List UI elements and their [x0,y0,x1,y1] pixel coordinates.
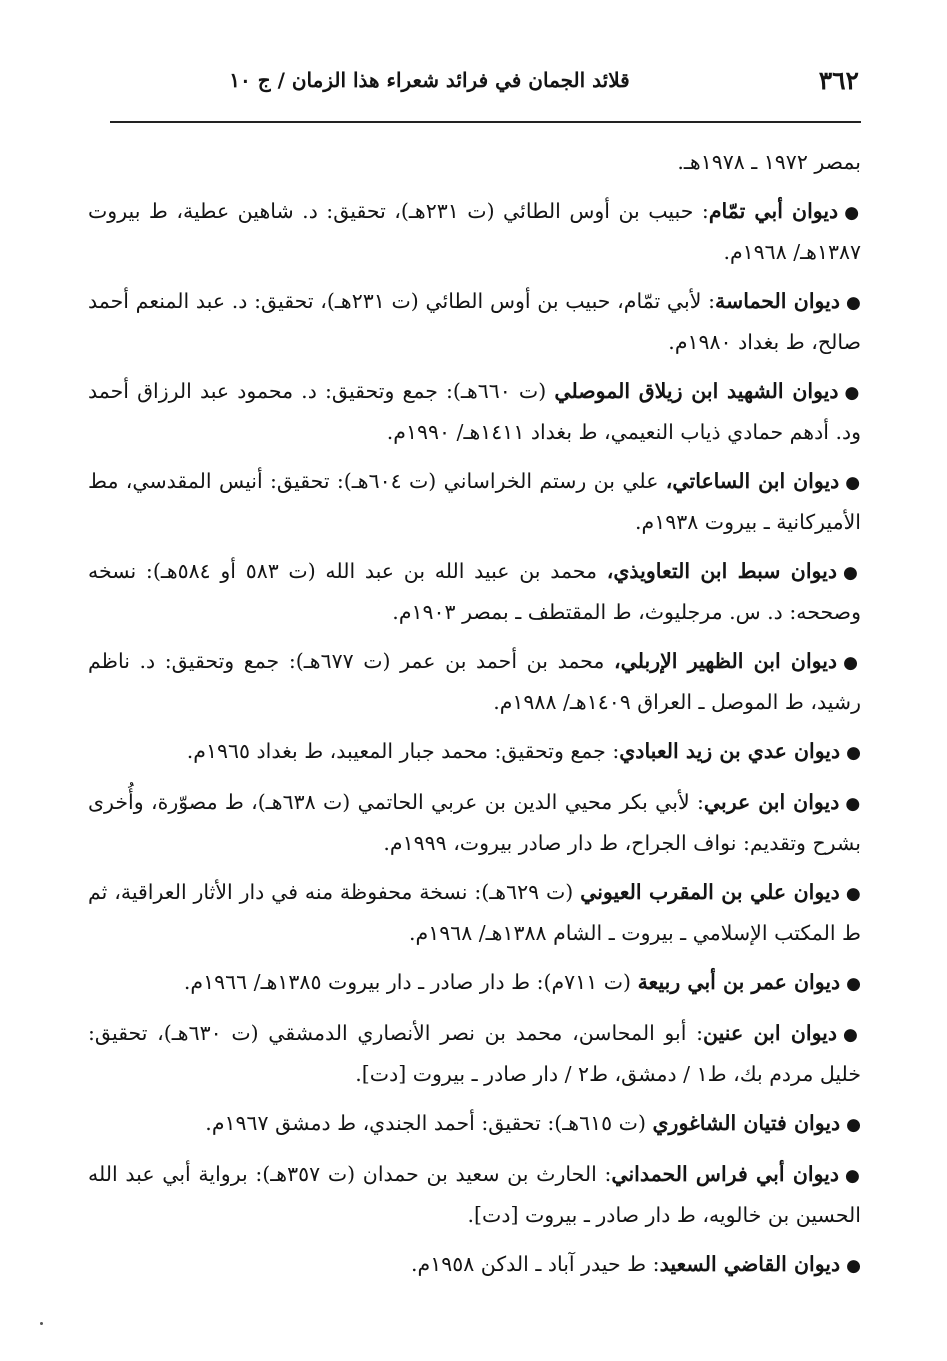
entry-title: ديوان فتيان الشاغوري [652,1111,841,1135]
entry-text: محمد بن عبيد الله بن عبد الله (ت ٥٨٣ أو ٥٨٤هـ): نسخه وصححه: د. س. مرجليوث، ط المقتطف ـ بمصر ١٩٠٣م. [88,559,861,624]
entry-text: : جمع وتحقيق: محمد جبار المعيبد، ط بغداد ١٩٦٥م. [186,739,620,763]
entry-text: علي بن رستم الخراساني (ت ٦٠٤هـ): تحقيق: أنيس المقدسي، مط الأميركانية ـ بيروت ١٩٣٨م. [88,469,861,534]
bibliography-entry [88,1104,861,1145]
bullet-icon: ● [845,794,861,814]
entry-text: محمد بن أحمد بن عمر (ت ٦٧٧هـ): جمع وتحقيق: د. ناظم رشيد، ط الموصل ـ العراق ١٤٠٩هـ/ ١٩٨٨م. [88,649,861,714]
bullet-icon: ● [845,473,861,493]
bibliography-entry [88,963,861,1004]
entry-title: ديوان أبي تمّام [708,199,839,223]
bullet-icon: ● [846,743,861,763]
entry-title: ديوان القاضي السعيد [659,1252,841,1276]
entry-title: ديوان علي بن المقرب العيوني [580,880,840,904]
bibliography-entry [88,372,861,452]
entry-title: ديوان الشهيد ابن زيلاق الموصلي [554,379,839,403]
entry-title: ديوان الحماسة [715,289,840,313]
bibliography-entry [88,462,861,542]
scan-speck [40,1322,43,1325]
continued-line: بمصر ١٩٧٢ ـ ١٩٧٨هـ. [677,150,861,174]
bullet-icon: ● [846,1256,861,1276]
entry-title: ديوان عمر بن أبي ربيعة [637,970,841,994]
running-title: قلائد الجمان في فرائد شعراء هذا الزمان / ج ١٠ [229,68,630,92]
entry-title: ديوان ابن عنين [703,1021,837,1045]
bibliography-entry [88,783,861,863]
bullet-icon: ● [843,1025,861,1045]
entry-text: (ت ٦١٥هـ): تحقيق: أحمد الجندي، ط دمشق ١٩٦٧م. [205,1111,653,1135]
entry-title: ديوان ابن عربي [703,790,840,814]
entry-text: (ت ٦٢٩هـ): نسخة محفوظة منه في دار الأثار العراقية، ثم ط المكتب الإسلامي ـ بيروت ـ الشام ١٣٨٨هـ/ ١٩٦٨م. [88,880,861,945]
bibliography-entry [88,192,861,272]
bullet-icon: ● [846,974,861,994]
bibliography-entry [88,1155,861,1235]
bibliography-entry [88,552,861,632]
bullet-icon: ● [845,1166,862,1186]
entry-text: : الحارث بن سعيد بن حمدان (ت ٣٥٧هـ): برواية أبي عبد الله الحسين بن خالويه، ط دار صادر ـ بيروت [دت]. [88,1162,861,1227]
entry-text: (ت ٦٦٠هـ): جمع وتحقيق: د. محمود عبد الرزاق أحمد ود. أدهم حمادي ذياب النعيمي، ط بغداد ١٤١١هـ/ ١٩٩٠م. [88,379,861,444]
bullet-icon: ● [844,203,861,223]
page-number: ٣٦٢ [818,66,859,95]
bullet-icon: ● [844,383,861,403]
entry-text: : ط حيدر آباد ـ الدكن ١٩٥٨م. [410,1252,660,1276]
entry-text: : لأبي بكر محيي الدين بن عربي الحاتمي (ت ٦٣٨هـ)، ط مصوّرة، وأُخرى بشرح وتقديم: نواف الجراح، ط دار صادر بيروت، ١٩٩٩م. [88,790,861,855]
bullet-icon: ● [846,1115,861,1135]
header-divider [110,121,861,123]
entry-title: ديوان أبي فراس الحمداني [611,1162,840,1186]
bibliography-entry [88,1245,861,1286]
bibliography-entry [88,732,861,773]
bibliography-entry [88,642,861,722]
entry-text: : أبو المحاسن، محمد بن نصر الأنصاري الدمشقي (ت ٦٣٠هـ)، تحقيق: خليل مردم بك، ط١ / دمشق، ط٢ / دار صادر ـ بيروت [دت]. [88,1021,861,1086]
bullet-icon: ● [843,653,861,673]
entry-text: (ت ٧١١م): ط دار صادر ـ دار بيروت ١٣٨٥هـ/ ١٩٦٦م. [183,970,638,994]
page-header [110,60,859,116]
bibliography-entry [88,873,861,953]
entry-title: ديوان عدي بن زيد العبادي [619,739,841,763]
entry-title: ديوان ابن الظهير الإربلي، [614,649,838,673]
entry-title: ديوان سبط ابن التعاويذي، [606,559,837,583]
bullet-icon: ● [845,884,861,904]
bibliography-list [88,143,861,1296]
bibliography-entry [88,282,861,362]
entry-title: ديوان ابن الساعاتي، [665,469,840,493]
bullet-icon: ● [845,293,861,313]
entry-text: : لأبي تمّام، حبيب بن أوس الطائي (ت ٢٣١هـ)، تحقيق: د. عبد المنعم أحمد صالح، ط بغداد ١٩٨٠م. [88,289,861,354]
entry-text: : حبيب بن أوس الطائي (ت ٢٣١هـ)، تحقيق: د. شاهين عطية، ط بيروت ١٣٨٧هـ/ ١٩٦٨م. [88,199,861,264]
bullet-icon: ● [842,563,861,583]
bibliography-entry [88,1014,861,1094]
